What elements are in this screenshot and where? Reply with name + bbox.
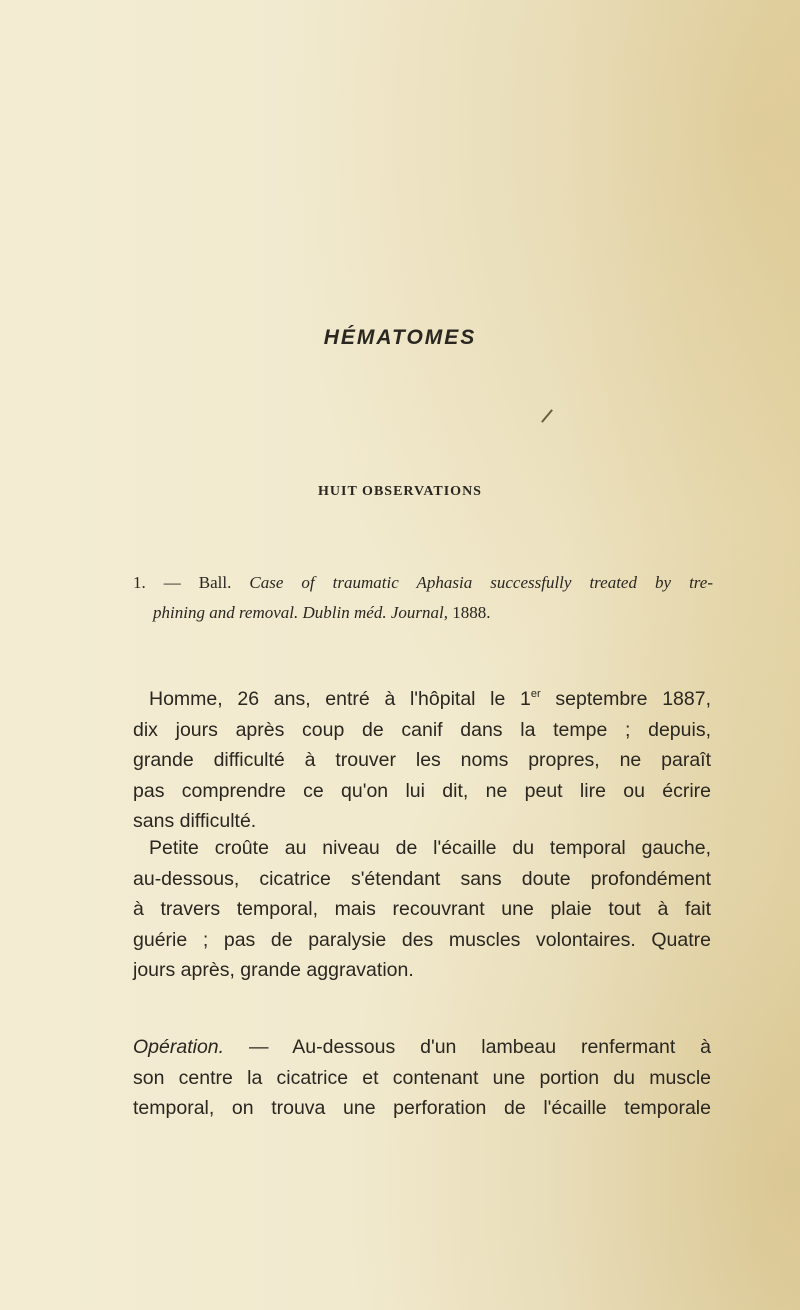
paragraph-line: temporal, on trouva une perforation de l'écaille temporale	[133, 1097, 711, 1119]
paragraph-3	[133, 1032, 711, 1124]
paragraph-line: son centre la cicatrice et contenant une portion du muscle	[133, 1066, 711, 1089]
paragraph-line: Opération. — Au-dessous d'un lambeau renfermant à	[133, 1036, 711, 1058]
reference-line-1: 1. — Ball. Case of traumatic Aphasia successfully treated by tre-	[133, 573, 713, 592]
paragraph-line: pas comprendre ce qu'on lui dit, ne peut lire ou écrire	[133, 779, 711, 802]
ink-mark	[541, 409, 553, 423]
chapter-title: HÉMATOMES	[323, 326, 477, 349]
paragraph-line: à travers temporal, mais recouvrant une plaie tout à fait	[133, 898, 711, 920]
paragraph-line: Homme, 26 ans, entré à l'hôpital le 1er septembre 1887,	[149, 688, 711, 710]
reference-line-2: phining and removal. Dublin méd. Journal, 1888.	[153, 603, 491, 622]
paragraph-line: au-dessous, cicatrice s'étendant sans doute profondément	[133, 867, 711, 890]
paragraph-line: Petite croûte au niveau de l'écaille du temporal gauche,	[149, 837, 711, 859]
section-subtitle: HUIT OBSERVATIONS	[318, 484, 482, 499]
paragraph-line: sans difficulté.	[133, 810, 257, 832]
paragraph-line: dix jours après coup de canif dans la tempe ; depuis,	[133, 718, 711, 741]
paragraph-line: guérie ; pas de paralysie des muscles volontaires. Quatre	[133, 928, 711, 951]
paragraph-line: jours après, grande aggravation.	[133, 959, 414, 981]
paragraph-line: grande difficulté à trouver les noms propres, ne paraît	[133, 749, 711, 771]
reference-entry	[133, 568, 713, 628]
paragraph-1	[133, 679, 711, 837]
paragraph-2	[133, 833, 711, 986]
